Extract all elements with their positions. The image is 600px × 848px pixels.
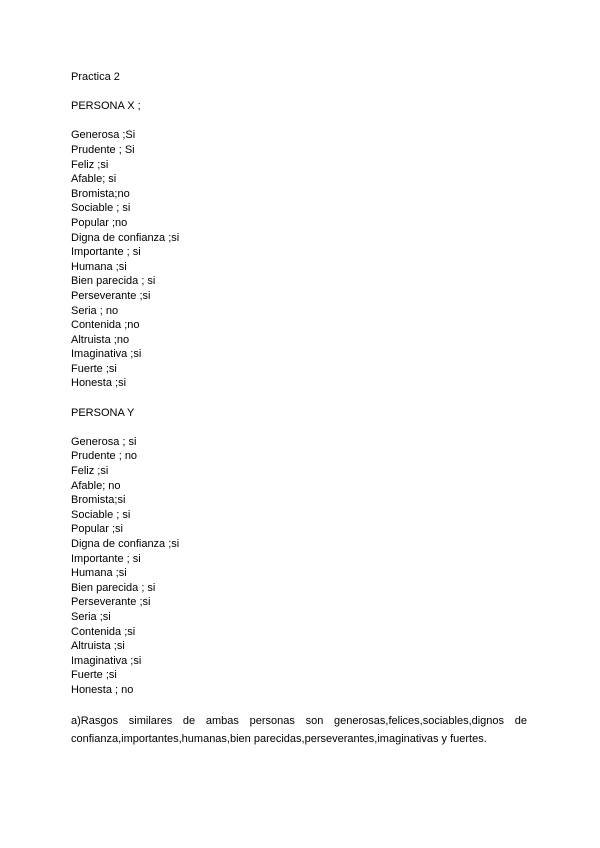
trait-item: Humana ;si xyxy=(71,260,127,273)
trait-item: Imaginativa ;si xyxy=(71,348,142,361)
trait-item: Generosa ; si xyxy=(71,435,137,448)
person-x-section xyxy=(71,99,527,391)
person-x-trait-list xyxy=(71,128,527,391)
trait-item: Bien parecida ; si xyxy=(71,275,156,288)
trait-item: Generosa ;Si xyxy=(71,129,136,142)
trait-item: Importante ; si xyxy=(71,552,141,565)
trait-item: Popular ;no xyxy=(71,216,128,229)
trait-item: Seria ; no xyxy=(71,304,119,317)
trait-item: Feliz ;si xyxy=(71,465,109,478)
trait-item: Bromista;no xyxy=(71,187,130,200)
person-x-heading: PERSONA X ; xyxy=(71,100,141,113)
person-y-trait-list xyxy=(71,435,527,698)
trait-item: Afable; si xyxy=(71,173,117,186)
trait-item: Prudente ; no xyxy=(71,450,138,463)
document-title: Practica 2 xyxy=(71,71,120,83)
trait-item: Fuerte ;si xyxy=(71,362,117,375)
trait-item: Altruista ;no xyxy=(71,333,130,346)
trait-item: Digna de confianza ;si xyxy=(71,231,180,244)
trait-item: Sociable ; si xyxy=(71,508,131,521)
trait-item: Popular ;si xyxy=(71,523,123,536)
trait-item: Perseverante ;si xyxy=(71,289,151,302)
trait-item: Importante ; si xyxy=(71,246,141,259)
trait-item: Seria ;si xyxy=(71,610,111,623)
section-spacer xyxy=(71,391,527,406)
conclusion-paragraph: a)Rasgos similares de ambas personas son generosas,felices,sociables,dignos de confianza,importantes,humanas,bien parecidas,perseverantes,imaginativas y fuertes. xyxy=(71,715,527,746)
person-y-heading: PERSONA Y xyxy=(71,406,135,419)
trait-item: Fuerte ;si xyxy=(71,669,117,682)
trait-item: Humana ;si xyxy=(71,567,127,580)
trait-item: Bromista;si xyxy=(71,494,126,507)
trait-item: Prudente ; Si xyxy=(71,143,135,156)
trait-item: Afable; no xyxy=(71,479,121,492)
trait-item: Feliz ;si xyxy=(71,158,109,171)
trait-item: Altruista ;si xyxy=(71,640,125,653)
trait-item: Bien parecida ; si xyxy=(71,581,156,594)
document-page xyxy=(71,70,527,759)
trait-item: Imaginativa ;si xyxy=(71,654,142,667)
trait-item: Digna de confianza ;si xyxy=(71,538,180,550)
trait-item: Honesta ;si xyxy=(71,377,127,390)
trait-item: Perseverante ;si xyxy=(71,596,151,609)
person-y-section xyxy=(71,406,527,698)
trait-item: Honesta ; no xyxy=(71,683,134,696)
trait-item: Contenida ;no xyxy=(71,319,140,332)
trait-item: Sociable ; si xyxy=(71,202,131,215)
trait-item: Contenida ;si xyxy=(71,625,136,638)
section-spacer xyxy=(71,698,527,713)
